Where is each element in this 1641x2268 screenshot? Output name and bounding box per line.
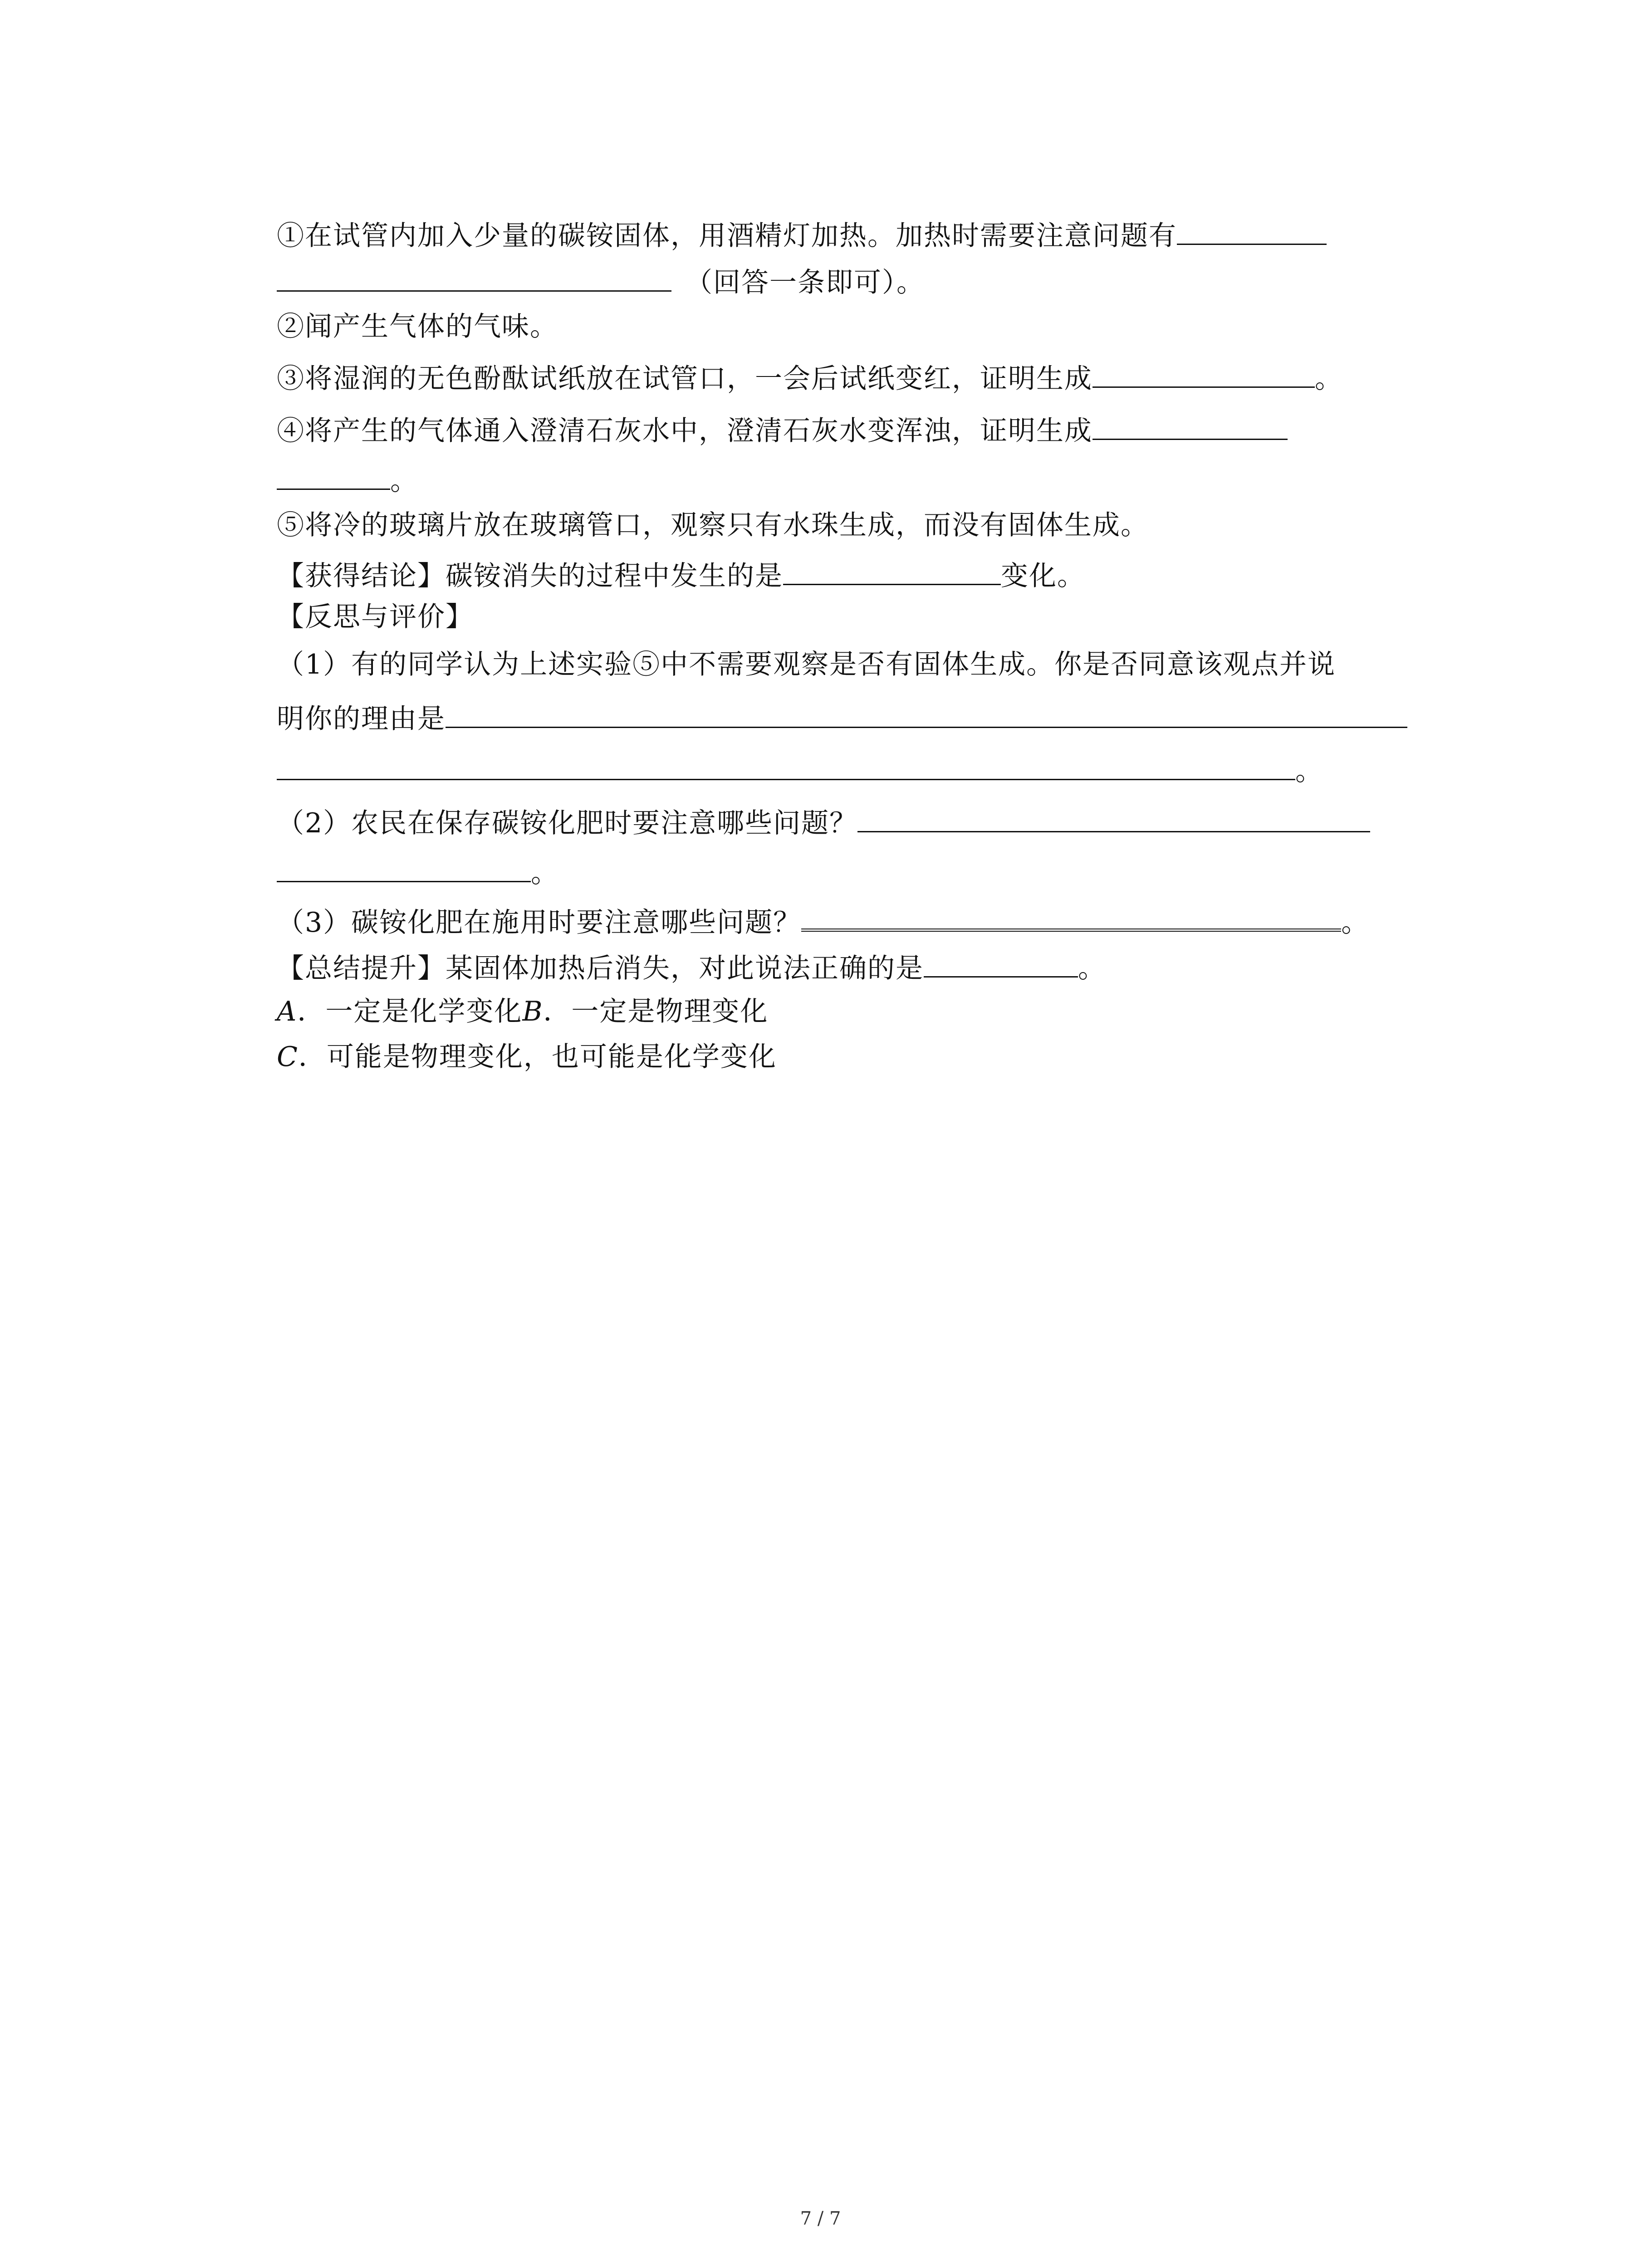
option-c-line: [277, 1039, 777, 1075]
option-b[interactable]: B．一定是物理变化: [522, 996, 769, 1027]
summary-blank[interactable]: [924, 948, 1078, 978]
summary-line: 【总结提升】某固体加热后消失，对此说法正确的是 。: [277, 948, 1106, 987]
conclusion-line: 【获得结论】碳铵消失的过程中发生的是 变化。: [277, 556, 1085, 594]
step4-blank-a[interactable]: [1092, 411, 1288, 440]
step4-line2: 。: [277, 460, 418, 499]
page-number: 7 / 7: [800, 2208, 841, 2229]
summary-text: 【总结提升】某固体加热后消失，对此说法正确的是: [277, 953, 924, 984]
step3-text: ③将湿润的无色酚酞试纸放在试管口，一会后试纸变红，证明生成: [277, 363, 1092, 395]
step4-line: [277, 411, 1288, 449]
step1-line: [277, 215, 1327, 254]
step1-text: ①在试管内加入少量的碳铵固体，用酒精灯加热。加热时需要注意问题有: [277, 220, 1177, 252]
q1-blank-b[interactable]: [277, 751, 1295, 780]
step1-blank-a[interactable]: [1177, 215, 1327, 245]
option-a[interactable]: A．一定是化学变化: [277, 996, 523, 1027]
q2-line2: 。: [277, 853, 559, 891]
q1-text-line1: （1）有的同学认为上述实验⑤中不需要观察是否有固体生成。你是否同意该观点并说: [277, 649, 1336, 680]
q3-blank[interactable]: [801, 900, 1341, 932]
step2-line: [277, 308, 558, 345]
q3-line: （3）碳铵化肥在施用时要注意哪些问题？ 。: [277, 900, 1369, 941]
step4-blank-b[interactable]: [277, 460, 390, 490]
step2-text: ②闻产生气体的气味。: [277, 311, 558, 342]
conclusion-text: 【获得结论】碳铵消失的过程中发生的是: [277, 560, 783, 592]
q1-line1: [277, 646, 1336, 683]
q3-text: （3）碳铵化肥在施用时要注意哪些问题？: [277, 907, 802, 938]
step5-text: ⑤将冷的玻璃片放在玻璃管口，观察只有水珠生成，而没有固体生成。: [277, 509, 1149, 541]
step3-line: ③将湿润的无色酚酞试纸放在试管口，一会后试纸变红，证明生成 。: [277, 358, 1343, 397]
q1-text-line2: 明你的理由是: [277, 703, 446, 735]
q2-blank-b[interactable]: [277, 853, 531, 882]
q1-line3: 。: [277, 751, 1323, 789]
reflection-heading: 【反思与评价】: [277, 601, 474, 633]
step4-text: ④将产生的气体通入澄清石灰水中，澄清石灰水变浑浊，证明生成: [277, 415, 1092, 447]
step3-blank[interactable]: [1092, 358, 1315, 388]
step5-line: [277, 507, 1149, 543]
option-c[interactable]: C．可能是物理变化，也可能是化学变化: [277, 1041, 777, 1073]
conclusion-blank[interactable]: [783, 556, 1001, 585]
q2-line: [277, 803, 1370, 841]
q1-blank-a[interactable]: [446, 699, 1407, 728]
options-ab-line: [277, 993, 768, 1030]
q2-text: （2）农民在保存碳铵化肥时要注意哪些问题？: [277, 807, 858, 839]
step1-blank-b[interactable]: [277, 262, 671, 292]
step1-suffix: （回答一条即可）。: [685, 267, 925, 298]
step1-line2: [277, 262, 925, 301]
q1-line2: [277, 699, 1407, 737]
q2-blank-a[interactable]: [857, 803, 1370, 832]
